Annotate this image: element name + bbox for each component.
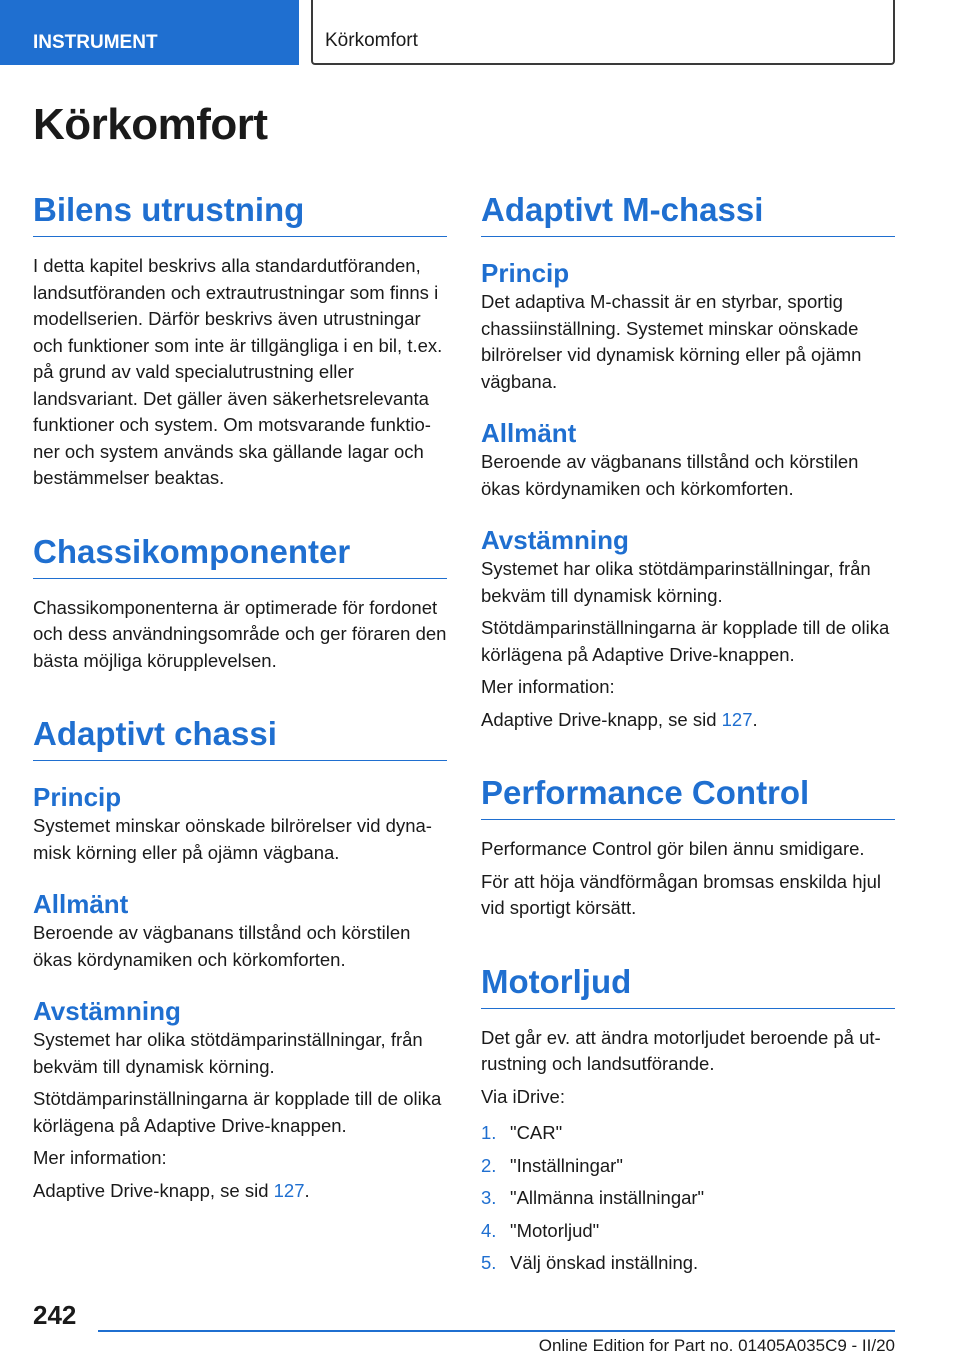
subheading-princip: Princip xyxy=(481,258,570,288)
page-title: Körkomfort xyxy=(33,100,268,149)
avstamning-text-2: Stötdämparinställningarna är kopplade till de olika körlägena på Adaptive Drive-knappen. xyxy=(481,617,890,665)
motorljud-text: Det går ev. att ändra motorljudet beroende på utrustning och landsutförande. xyxy=(481,1026,881,1074)
chassikomponenter-text: Chassikomponenterna är optimerade för fordonet och dess användningsområde och ger föraren den bästa möjliga körupplevelsen. xyxy=(33,596,447,671)
list-item xyxy=(481,1153,895,1180)
reference-end: . xyxy=(304,1179,310,1201)
princip-text: Det adaptiva M-chassit är en styrbar, sportig chassiinställning. Systemet minskar oönskade bilrörelser vid dynamisk körning eller på ojämn vägbana. xyxy=(481,291,862,392)
section-heading-motorljud: Motorljud xyxy=(481,962,895,1009)
step-text: Välj önskad inställning. xyxy=(510,1252,699,1273)
left-column xyxy=(33,190,447,1204)
avstamning-text-2: Stötdämparinställningarna är kopplade till de olika körlägena på Adaptive Drive-knappen. xyxy=(33,1088,442,1136)
step-number: 3. xyxy=(481,1187,497,1208)
reference-text: Adaptive Drive-knapp, se sid xyxy=(33,1179,274,1201)
section-heading-performance-control: Performance Control xyxy=(481,773,895,820)
performance-text-1: Performance Control gör bilen ännu smidigare. xyxy=(481,838,865,859)
page-link[interactable]: 127 xyxy=(273,1179,305,1201)
subheading-allmant: Allmänt xyxy=(33,889,129,919)
section-tab[interactable]: INSTRUMENT xyxy=(0,0,299,65)
page-reference xyxy=(481,707,895,734)
more-info-label: Mer information: xyxy=(33,1147,167,1168)
page-reference xyxy=(33,1178,447,1205)
section-heading-adaptivt-m-chassi: Adaptivt M-chassi xyxy=(481,190,895,237)
list-item xyxy=(481,1185,895,1212)
footer-divider xyxy=(98,1330,895,1332)
step-text: "Allmänna inställningar" xyxy=(510,1187,705,1208)
subheading-avstamning: Avstämning xyxy=(481,525,629,555)
avstamning-text-1: Systemet har olika stötdämparinställningar, från bekväm till dynamisk körning. xyxy=(33,1029,423,1077)
subheading-avstamning: Avstämning xyxy=(33,996,181,1026)
section-heading-bilens-utrustning: Bilens utrustning xyxy=(33,190,447,237)
performance-text-2: För att höja vändförmågan bromsas enskilda hjul vid sportigt körsätt. xyxy=(481,870,882,918)
section-heading-adaptivt-chassi: Adaptivt chassi xyxy=(33,714,447,761)
subheading-allmant: Allmänt xyxy=(481,418,577,448)
avstamning-text-1: Systemet har olika stötdämparinställningar, från bekväm till dynamisk körning. xyxy=(481,558,871,606)
section-heading-chassikomponenter: Chassikomponenter xyxy=(33,532,447,579)
right-column xyxy=(481,190,895,1283)
step-number: 2. xyxy=(481,1154,497,1176)
page-number: 242 xyxy=(33,1300,77,1330)
step-text: "CAR" xyxy=(510,1122,563,1143)
list-item xyxy=(481,1120,895,1147)
step-text: "Motorljud" xyxy=(510,1219,600,1241)
list-item xyxy=(481,1250,895,1277)
allmant-text: Beroende av vägbanans tillstånd och körstilen ökas kördynamiken och körkomforten. xyxy=(481,451,859,499)
via-idrive-label: Via iDrive: xyxy=(481,1085,565,1107)
idrive-steps-list xyxy=(481,1120,895,1277)
step-text: "Inställningar" xyxy=(510,1154,623,1176)
reference-end: . xyxy=(752,708,758,730)
allmant-text: Beroende av vägbanans tillstånd och körstilen ökas kördynamiken och körkomforten. xyxy=(33,922,411,970)
footer-edition-text: Online Edition for Part no. 01405A035C9 - II/20 xyxy=(538,1336,895,1355)
page-link[interactable]: 127 xyxy=(721,708,753,730)
subheading-princip: Princip xyxy=(33,782,122,812)
step-number: 1. xyxy=(481,1122,497,1143)
list-item xyxy=(481,1218,895,1245)
step-number: 5. xyxy=(481,1252,497,1273)
chapter-tab[interactable]: Körkomfort xyxy=(311,0,895,65)
reference-text: Adaptive Drive-knapp, se sid xyxy=(481,708,722,730)
bilens-utrustning-text: I detta kapitel beskrivs alla standardutföranden, landsutföranden och extrautrustningar som finns i modellserien. Därför beskrivs även utrustningar och funktioner som inte är tillgängliga i en bil, t.ex. på grund av vald specialutrustning eller landsvariant. Det gäller även säkerhetsrelevanta funktioner och system. Om motsvarande funktioner och system används ska gällande lagar och bestämmelser beaktas. xyxy=(33,255,443,488)
more-info-label: Mer information: xyxy=(481,676,615,697)
princip-text: Systemet minskar oönskade bilrörelser vid dynamisk körning eller på ojämn vägbana. xyxy=(33,815,432,863)
step-number: 4. xyxy=(481,1219,497,1241)
